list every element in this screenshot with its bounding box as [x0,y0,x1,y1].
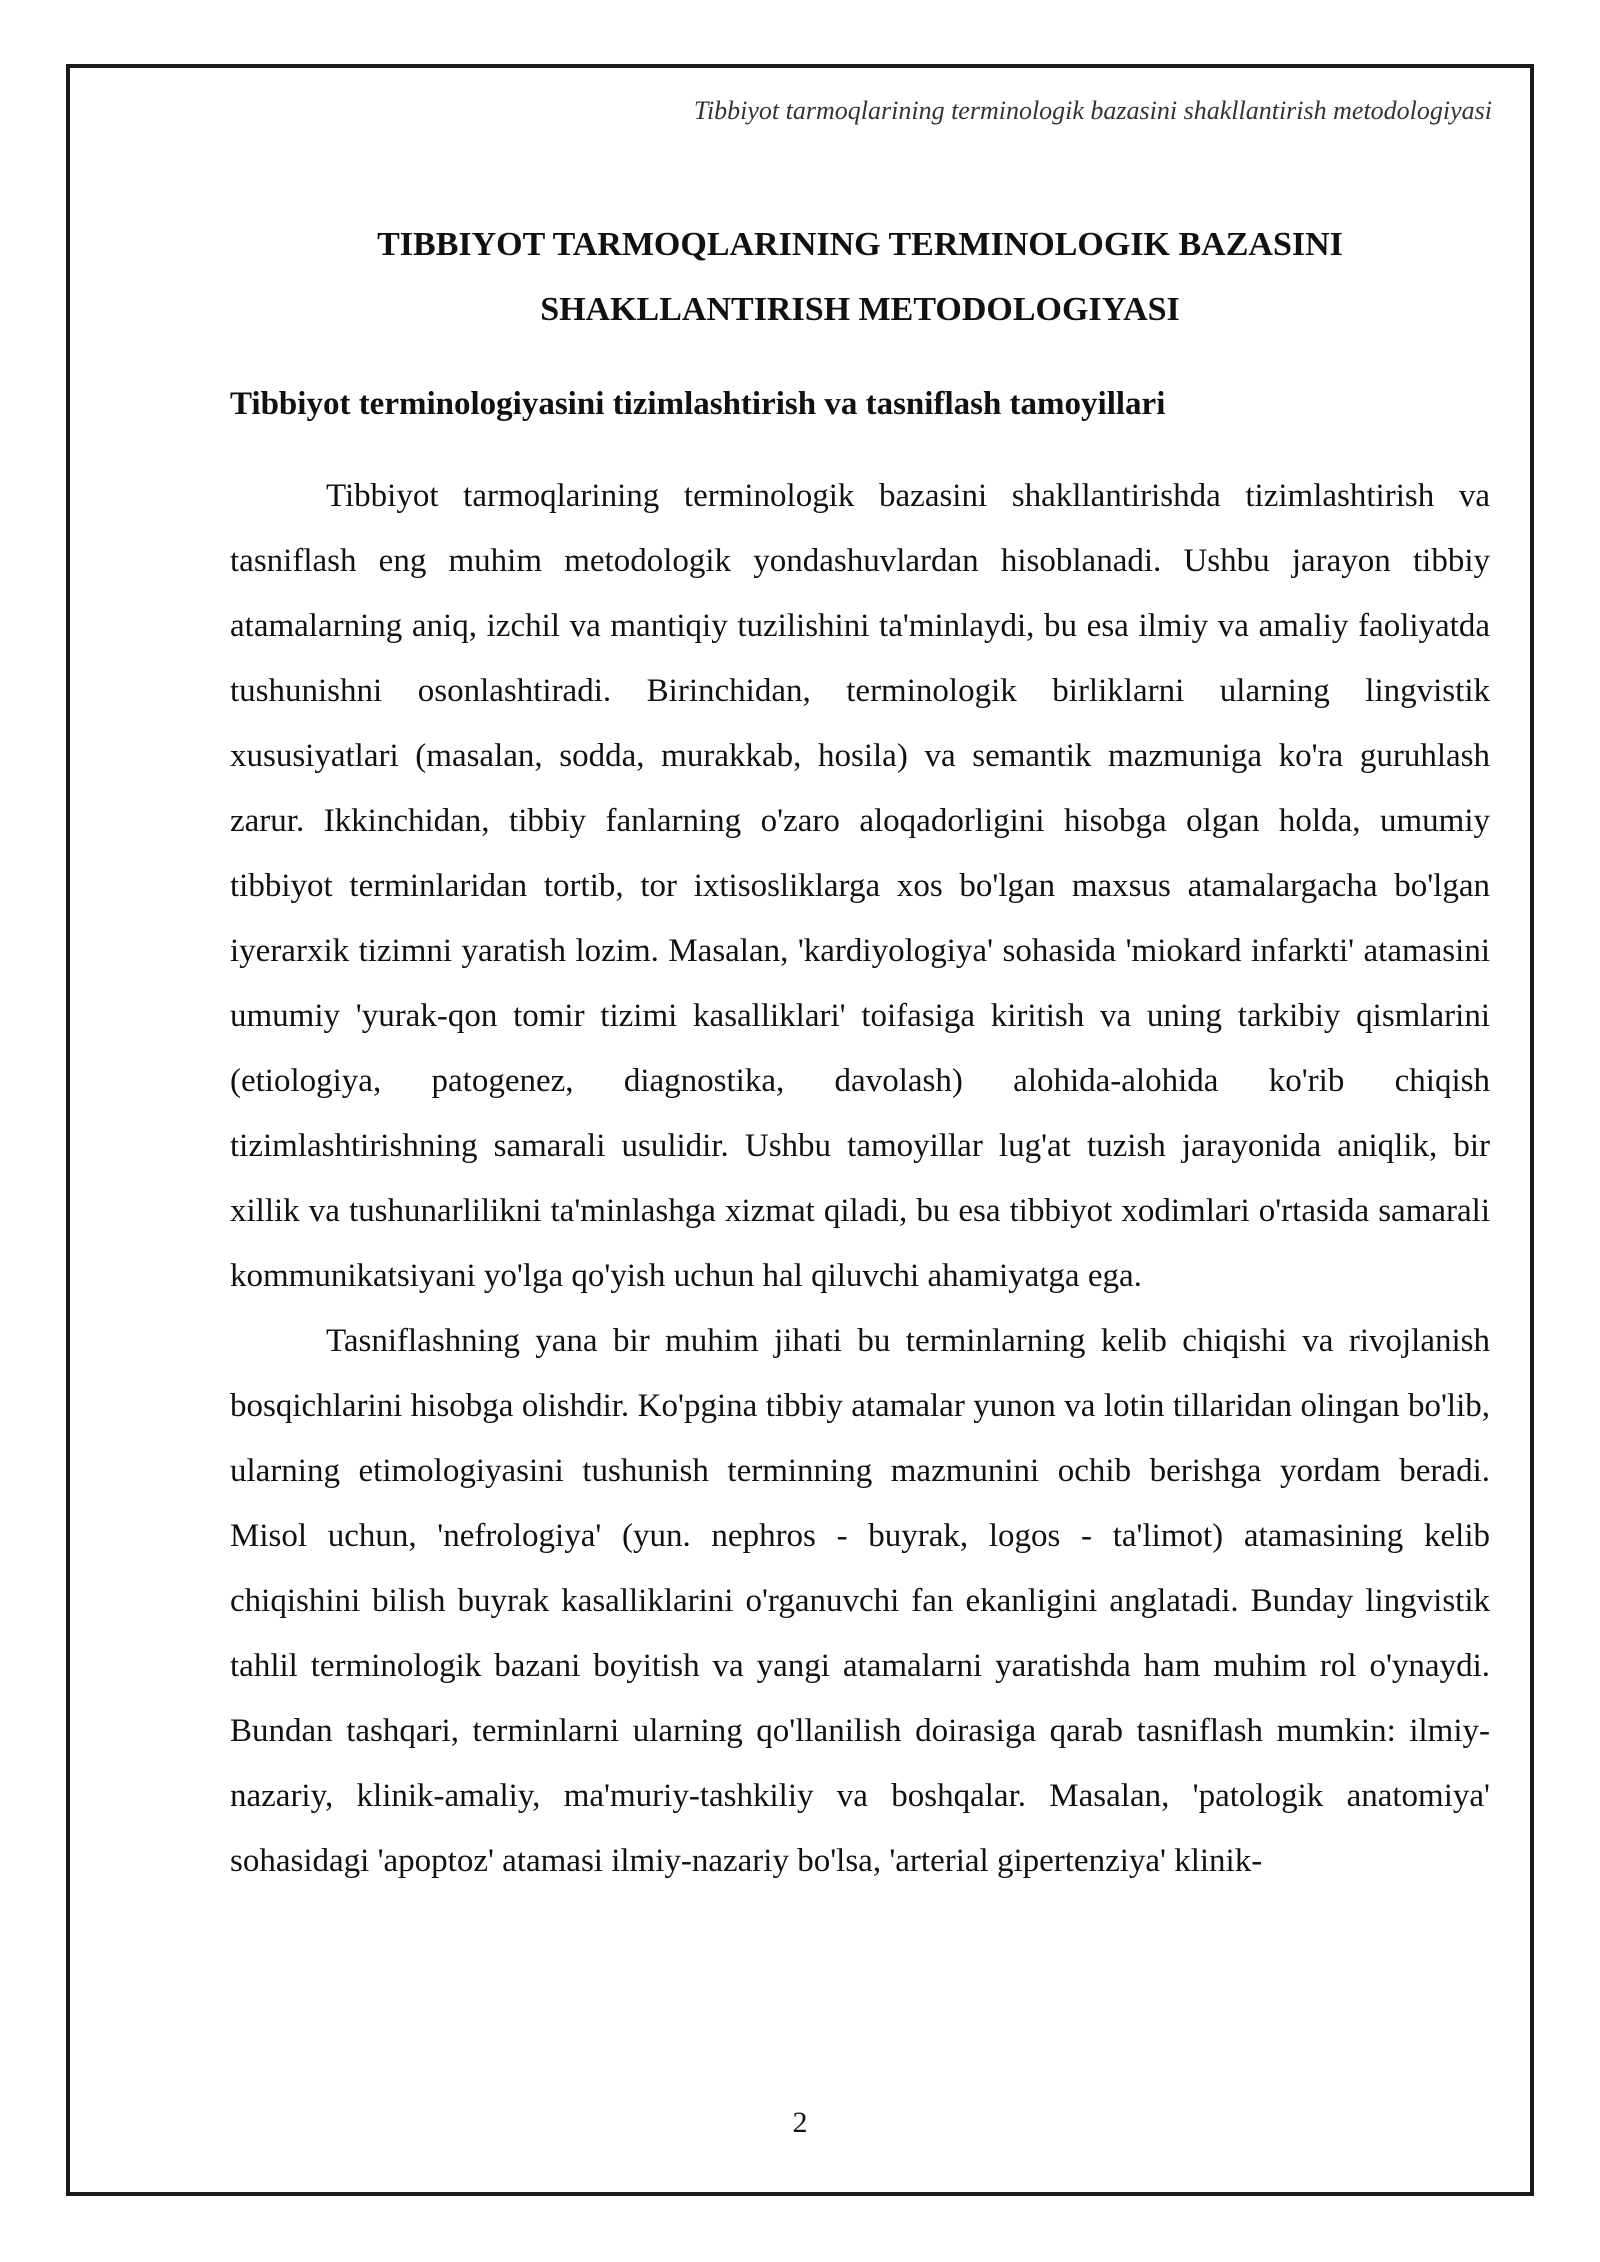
title-line-1: TIBBIYOT TARMOQLARINING TERMINOLOGIK BAZASINI [377,226,1343,263]
paragraph-1: Tibbiyot tarmoqlarining terminologik bazasini shakllantirishda tizimlashtirish va tasniflash eng muhim metodologik yondashuvlardan hisoblanadi. Ushbu jarayon tibbiy atamalarning aniq, izchil va mantiqiy tuzilishini ta'minlaydi, bu esa ilmiy va amaliy faoliyatda tushunishni osonlashtiradi. Birinchidan, terminologik birliklarni ularning lingvistik xususiyatlari (masalan, sodda, murakkab, hosila) va semantik mazmuniga ko'ra guruhlash zarur. Ikkinchidan, tibbiy fanlarning o'zaro aloqadorligini hisobga olgan holda, umumiy tibbiyot terminlaridan tortib, tor ixtisosliklarga xos bo'lgan maxsus atamalargacha bo'lgan iyerarxik tizimni yaratish lozim. Masalan, 'kardiyologiya' sohasida 'miokard infarkti' atamasini umumiy 'yurak-qon tomir tizimi kasalliklari' toifasiga kiritish va uning tarkibiy qismlarini (etiologiya, patogenez, diagnostika, davolash) alohida-alohida ko'rib chiqish tizimlashtirishning samarali usulidir. Ushbu tamoyillar lug'at tuzish jarayonida aniqlik, bir xillik va tushunarlilikni ta'minlashga xizmat qiladi, bu esa tibbiyot xodimlari o'rtasida samarali kommunikatsiyani yo'lga qo'yish uchun hal qiluvchi ahamiyatga ega. [230,478,1490,1294]
paragraph-2: Tasniflashning yana bir muhim jihati bu terminlarning kelib chiqishi va rivojlanish bosqichlarini hisobga olishdir. Ko'pgina tibbiy atamalar yunon va lotin tillaridan olingan bo'lib, ularning etimologiyasini tushunish terminning mazmunini ochib berishga yordam beradi. Misol uchun, 'nefrologiya' (yun. nephros - buyrak, logos - ta'limot) atamasining kelib chiqishini bilish buyrak kasalliklarini o'rganuvchi fan ekanligini anglatadi. Bunday lingvistik tahlil terminologik bazani boyitish va yangi atamalarni yaratishda ham muhim rol o'ynaydi. Bundan tashqari, terminlarni ularning qo'llanilish doirasiga qarab tasniflash mumkin: ilmiy-nazariy, klinik-amaliy, ma'muriy-tashkiliy va boshqalar. Masalan, 'patologik anatomiya' sohasidagi 'apoptoz' atamasi ilmiy-nazariy bo'lsa, 'arterial gipertenziya' klinik- [230,1323,1490,1879]
document-title [230,212,1490,342]
body-text [230,464,1490,1894]
section-heading: Tibbiyot terminologiyasini tizimlashtirish va tasniflash tamoyillari [230,386,1166,422]
running-header: Tibbiyot tarmoqlarining terminologik bazasini shakllantirish metodologiyasi [693,96,1492,125]
title-line-2: SHAKLLANTIRISH METODOLOGIYASI [540,291,1180,328]
page-number: 2 [792,2106,808,2139]
